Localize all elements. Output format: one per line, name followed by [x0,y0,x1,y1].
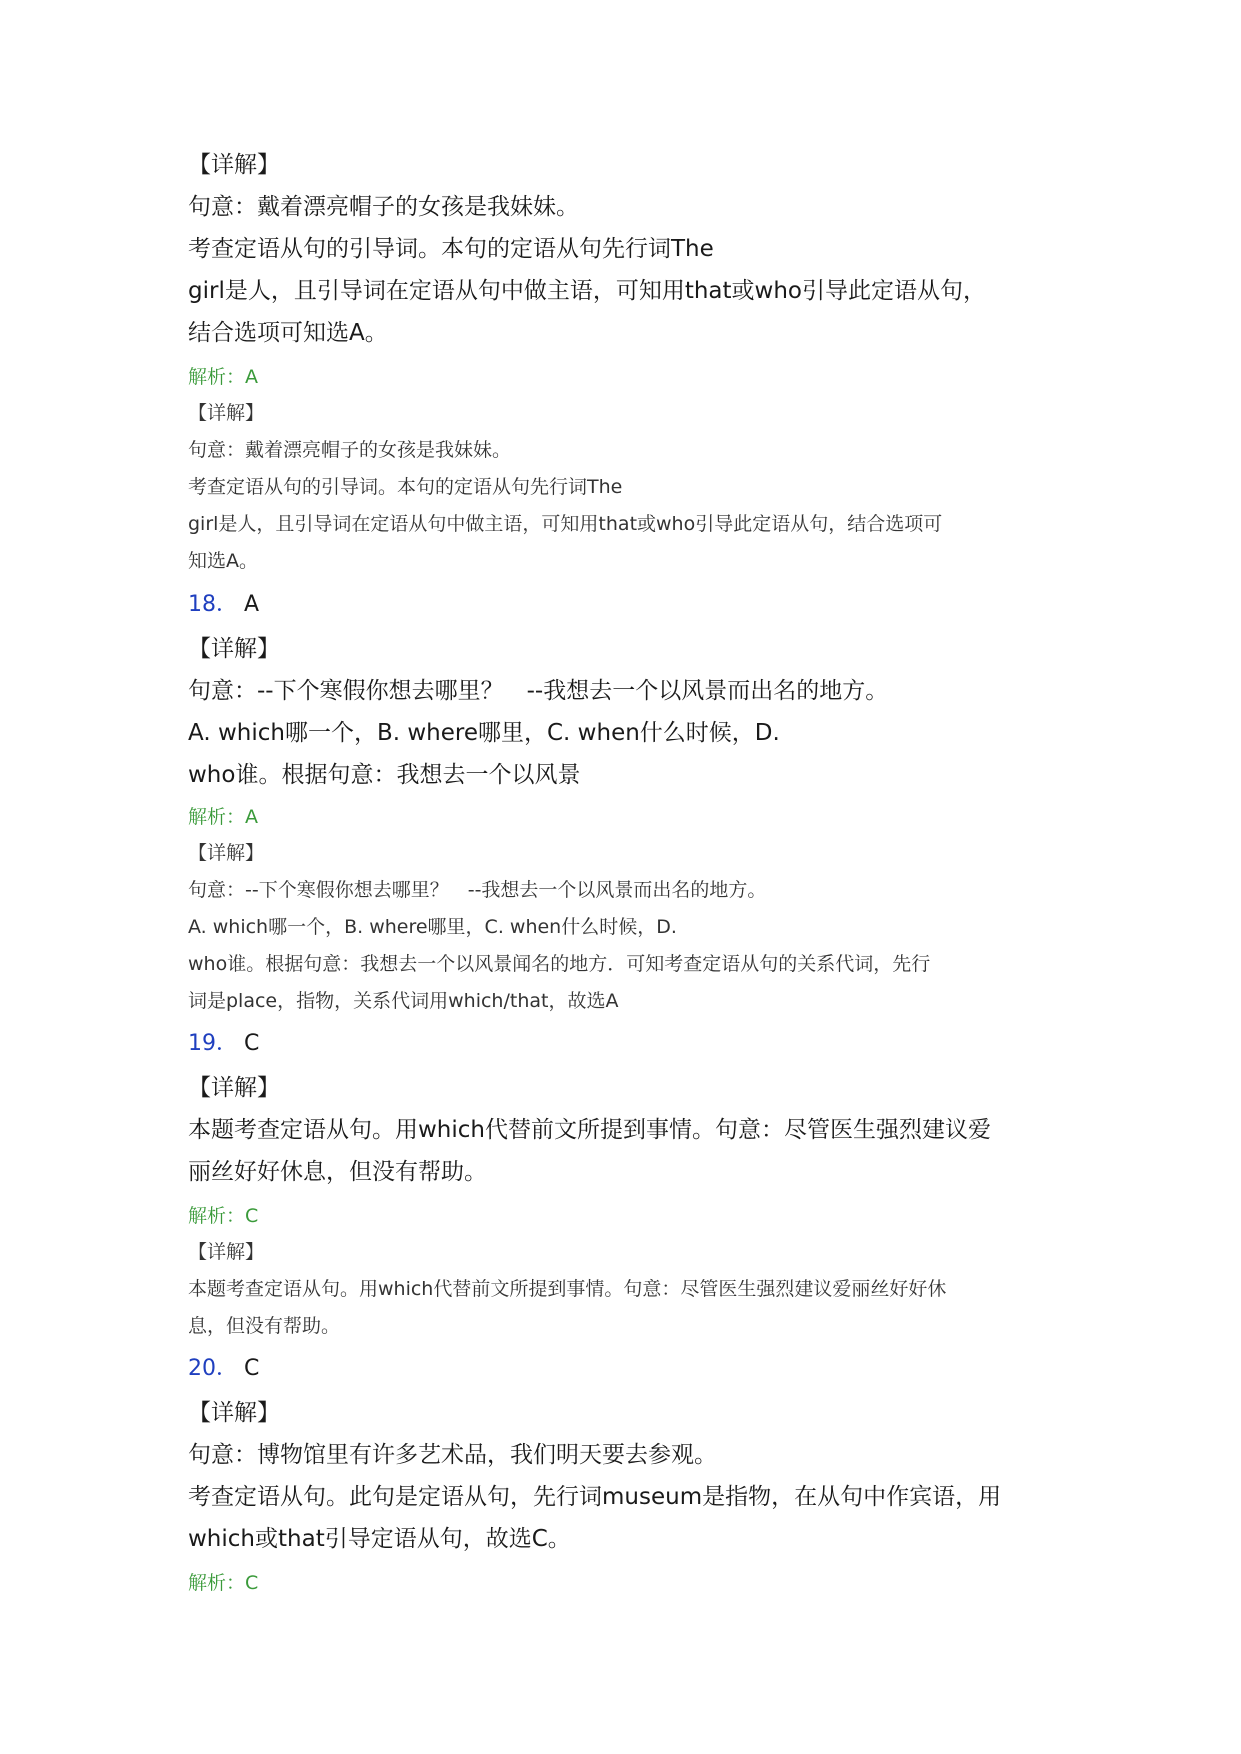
question-number-line [188,1026,259,1057]
section-heading: 【详解】 [188,1400,280,1426]
text-line: girl是人，且引导词在定语从句中做主语，可知用that或who引导此定语从句， [188,278,987,304]
text-line: 考查定语从句的引导词。本句的定语从句先行词The [188,476,623,498]
text-line: 句意：博物馆里有许多艺术品，我们明天要去参观。 [188,1442,717,1468]
answer-letter: C [244,1031,260,1056]
analysis-label: 解析：A [188,806,258,828]
analysis-label: 解析：C [188,1572,259,1594]
text-line: 本题考查定语从句。用which代替前文所提到事情。句意：尽管医生强烈建议爱 [188,1117,992,1143]
section-heading: 【详解】 [188,842,265,864]
section-heading: 【详解】 [188,636,280,662]
analysis-label: 解析：C [188,1205,259,1227]
text-line: who谁。根据句意：我想去一个以风景闻名的地方．可知考查定语从句的关系代词，先行 [188,953,931,975]
text-line: A. which哪一个，B. where哪里，C. when什么时候，D. [188,916,677,938]
text-line: A. which哪一个，B. where哪里，C. when什么时候，D. [188,720,780,746]
text-line: 丽丝好好休息，但没有帮助。 [188,1159,487,1185]
section-heading: 【详解】 [188,1241,265,1263]
text-line: 本题考查定语从句。用which代替前文所提到事情。句意：尽管医生强烈建议爱丽丝好好休 [188,1278,947,1300]
analysis-label: 解析：A [188,366,258,388]
text-line: 考查定语从句。此句是定语从句，先行词museum是指物，在从句中作宾语，用 [188,1484,1002,1510]
question-number-line [188,1351,259,1382]
text-line: 词是place，指物，关系代词用which/that，故选A [188,990,619,1012]
text-line: 句意：--下个寒假你想去哪里？ --我想去一个以风景而出名的地方。 [188,879,767,901]
text-line: 考查定语从句的引导词。本句的定语从句先行词The [188,236,714,262]
text-line: 息，但没有帮助。 [188,1315,341,1337]
text-line: 结合选项可知选A。 [188,320,388,346]
text-line: 句意：--下个寒假你想去哪里？ --我想去一个以风景而出名的地方。 [188,678,889,704]
text-line: 句意：戴着漂亮帽子的女孩是我妹妹。 [188,194,579,220]
section-heading: 【详解】 [188,402,265,424]
section-heading: 【详解】 [188,152,280,178]
text-line: which或that引导定语从句，故选C。 [188,1526,571,1552]
question-number: 20． [188,1356,238,1381]
text-line: 知选A。 [188,550,258,572]
question-number: 19． [188,1031,238,1056]
text-line: who谁。根据句意：我想去一个以风景 [188,762,581,788]
text-line: girl是人，且引导词在定语从句中做主语，可知用that或who引导此定语从句，结合选项可 [188,513,943,535]
section-heading: 【详解】 [188,1075,280,1101]
answer-letter: C [244,1356,260,1381]
text-line: 句意：戴着漂亮帽子的女孩是我妹妹。 [188,439,512,461]
question-number-line [188,587,259,618]
question-number: 18． [188,592,238,617]
answer-letter: A [244,592,260,617]
